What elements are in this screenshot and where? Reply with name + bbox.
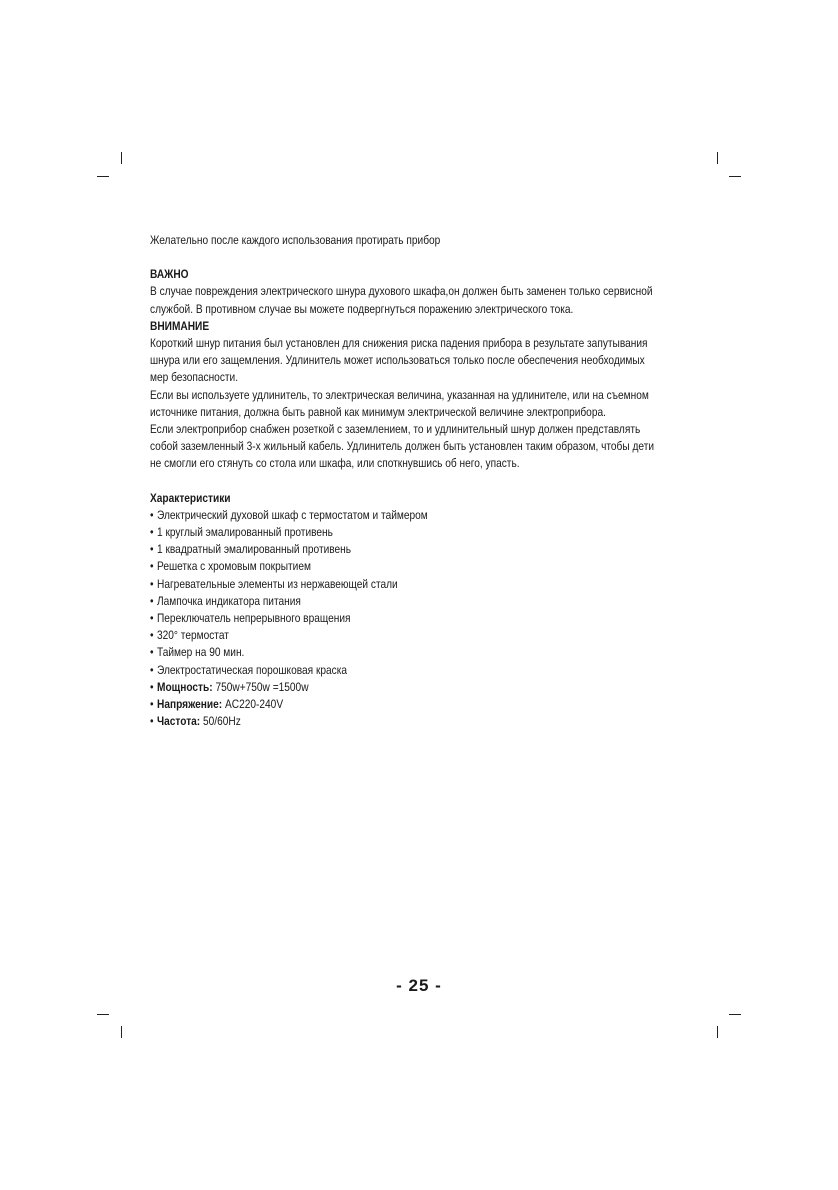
power-value: 750w+750w =1500w [212,679,309,694]
list-item: • 1 круглый эмалированный противень [150,525,333,540]
crop-mark-bottom-right-horizontal [729,1014,741,1015]
crop-mark-top-right-horizontal [729,176,741,177]
important-line-2: службой. В противном случае вы можете подвергнуться поражению электрического тока. [150,301,574,316]
attention-heading: ВНИМАНИЕ [150,318,210,333]
voltage-label: Напряжение: [157,697,223,712]
crop-mark-top-left-vertical [121,152,122,164]
bullet-icon: • [150,593,154,608]
power-spec [150,679,690,696]
bullet-icon: • [150,611,154,626]
list-item: • Электрический духовой шкаф с термостатом и таймером [150,507,428,522]
voltage-value: AC220-240V [222,697,284,712]
important-heading: ВАЖНО [150,267,189,282]
frequency-value: 50/60Hz [200,714,241,729]
bullet-icon: • [150,507,154,522]
list-item: • 1 квадратный эмалированный противень [150,542,352,557]
attention-line-6: Если электроприбор снабжен розеткой с заземлением, то и удлинительный шнур должен представлять [150,422,641,437]
page-number: - 25 - [396,976,442,995]
important-line-1: В случае повреждения электрического шнура духового шкафа,он должен быть заменен только сервисной [150,284,653,299]
bullet-icon: • [150,559,154,574]
text-block [150,232,690,730]
crop-mark-bottom-right-vertical [717,1026,718,1038]
frequency-label: Частота: [157,714,201,729]
list-item: • Переключатель непрерывного вращения [150,611,351,626]
voltage-spec [150,696,690,713]
bullet-icon: • [150,697,154,712]
bullet-icon: • [150,525,154,540]
bullet-icon: • [150,714,154,729]
list-item: • Электростатическая порошковая краска [150,662,348,677]
crop-mark-bottom-left-horizontal [97,1014,109,1015]
specs-heading: Характеристики [150,490,231,505]
list-item: • 320° термостат [150,628,229,643]
attention-line-4: Если вы используете удлинитель, то электрическая величина, указанная на удлинителе, или на съемном [150,387,649,402]
attention-line-5: источнике питания, должна быть равной как минимум электрической величине электроприбора. [150,404,606,419]
attention-line-7: собой заземленный 3-х жильный кабель. Удлинитель должен быть установлен таким образом, чтобы дети [150,439,655,454]
bullet-icon: • [150,628,154,643]
list-item: • Решетка с хромовым покрытием [150,559,311,574]
bullet-icon: • [150,576,154,591]
bullet-icon: • [150,662,154,677]
bullet-icon: • [150,542,154,557]
attention-line-1: Короткий шнур питания был установлен для снижения риска падения прибора в результате запутывания [150,336,648,351]
frequency-spec [150,713,690,730]
list-item: • Лампочка индикатора питания [150,593,301,608]
crop-mark-bottom-left-vertical [121,1026,122,1038]
bullet-icon: • [150,645,154,660]
crop-mark-top-right-vertical [717,152,718,164]
attention-line-2: шнура или его защемления. Удлинитель может использоваться только после обеспечения необходимых [150,353,645,368]
power-label: Мощность: [157,679,213,694]
bullet-icon: • [150,679,154,694]
attention-line-3: мер безопасности. [150,370,239,385]
intro-text: Желательно после каждого использования протирать прибор [150,233,441,247]
attention-line-8: не смогли его стянуть со стола или шкафа, или споткнувшись об него, упасть. [150,456,520,471]
crop-mark-top-left-horizontal [97,176,109,177]
list-item: • Таймер на 90 мин. [150,645,245,660]
features-list [150,507,690,731]
spacer [150,249,690,266]
list-item: • Нагревательные элементы из нержавеющей стали [150,576,398,591]
